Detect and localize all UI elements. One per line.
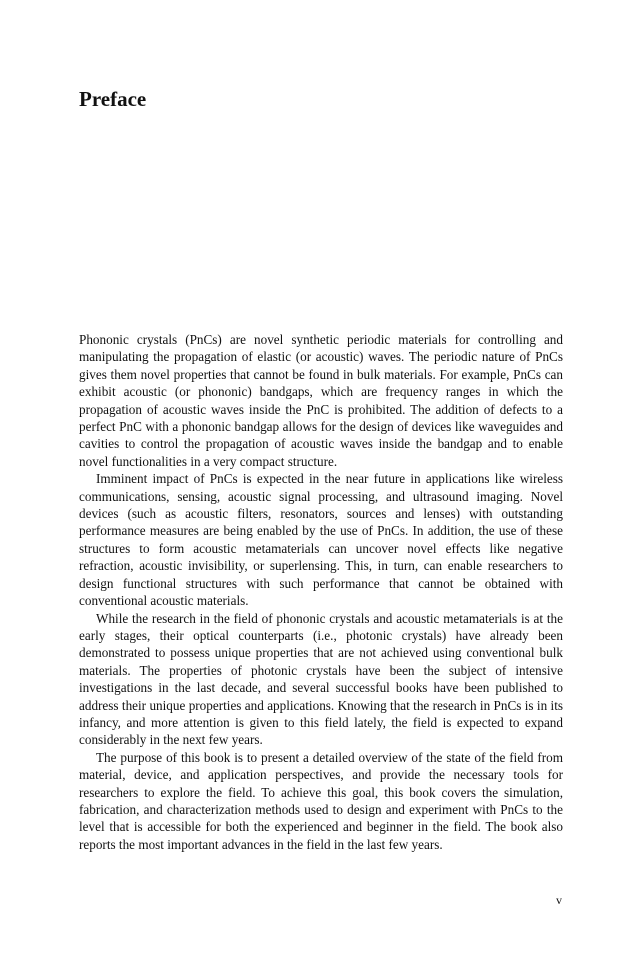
- paragraph-2: Imminent impact of PnCs is expected in the near future in applications like wireless communications, sensing, acoustic signal processing, and ultrasound imaging. Novel devices (such as acoustic filters, resonators, sources and lenses) with outstanding performance measures are being enabled by the use of PnCs. In addition, the use of these structures to form acoustic metamaterials can uncover novel effects like negative refraction, acoustic invisibility, or superlensing. This, in turn, can enable researchers to design functional structures with such performance that cannot be obtained with conventional acoustic materials.: [79, 471, 563, 609]
- paragraph-4: The purpose of this book is to present a detailed overview of the state of the field from material, device, and application perspectives, and provide the necessary tools for researchers to explore the field. To achieve this goal, this book covers the simulation, fabrication, and characterization methods used to design and experiment with PnCs to the level that is accessible for both the experienced and beginner in the field. The book also reports the most important advances in the field in the last few years.: [79, 749, 563, 852]
- paragraph-1: Phononic crystals (PnCs) are novel synthetic periodic materials for controlling and manipulating the propagation of elastic (or acoustic) waves. The periodic nature of PnCs gives them novel properties that cannot be found in bulk materials. For example, PnCs can exhibit acoustic (or phononic) bandgaps, which are frequency ranges in which the propagation of acoustic waves inside the PnC is prohibited. The addition of defects to a perfect PnC with a phononic bandgap allows for the design of devices like waveguides and cavities to control the propagation of acoustic waves inside the bandgap and to enable novel functionalities in a very compact structure.: [79, 332, 563, 469]
- page-number: v: [556, 893, 562, 907]
- paragraph-3: While the research in the field of phononic crystals and acoustic metamaterials is at the early stages, their optical counterparts (i.e., photonic crystals) have already been demonstrated to possess unique properties that are not achieved using conventional bulk materials. The properties of photonic crystals have been the subject of intensive investigations in the last decade, and several successful books have been published to address their unique properties and applications. Knowing that the research in PnCs is in its infancy, and more attention is given to this field lately, the field is expected to expand considerably in the next few years.: [79, 610, 563, 748]
- page-title: Preface: [79, 87, 147, 111]
- preface-body: [79, 331, 563, 853]
